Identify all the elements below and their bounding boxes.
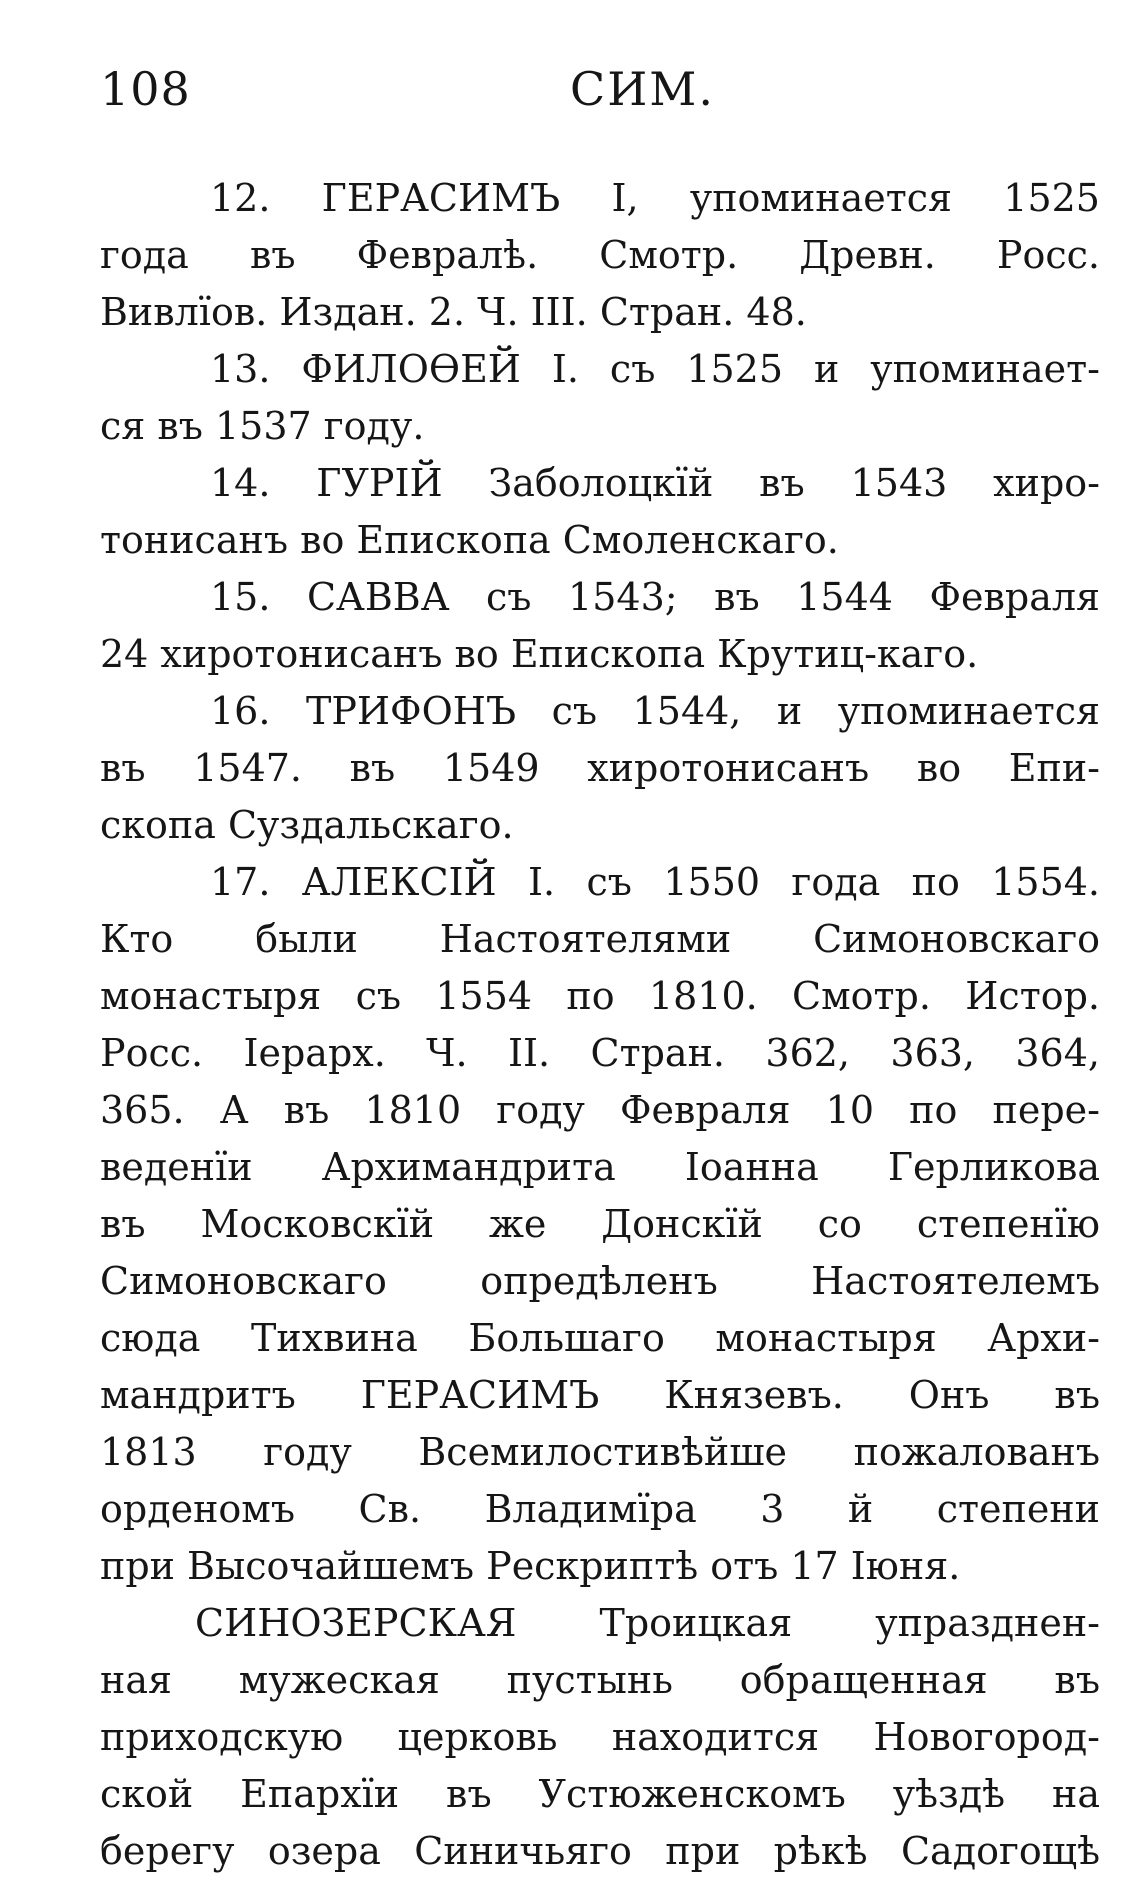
running-head: СИМ. (570, 62, 716, 116)
text-line: 14. ГУРIЙ Заболоцкїй въ 1543 хиро- (210, 461, 1100, 505)
text-line: тонисанъ во Епископа Смоленскаго. (100, 518, 839, 562)
text-line: 365. А въ 1810 году Февраля 10 по пере- (100, 1088, 1100, 1132)
text-line: 13. ФИЛОѲЕЙ I. съ 1525 и упоминает- (210, 347, 1100, 391)
body-text (100, 170, 1100, 1880)
text-line: сюда Тихвина Большаго монастыря Архи- (100, 1316, 1100, 1360)
text-line: веденїи Архимандрита Іоанна Герликова (100, 1145, 1100, 1189)
text-line: года въ Февралѣ. Смотр. Древн. Росс. (100, 233, 1100, 277)
text-line: Симоновскаго опредѣленъ Настоятелемъ (100, 1259, 1100, 1303)
text-line: Вивлїов. Издан. 2. Ч. III. Стран. 48. (100, 290, 807, 334)
text-line: монастыря съ 1554 по 1810. Смотр. Истор. (100, 974, 1100, 1018)
text-line: 16. ТРИФОНЪ съ 1544, и упоминается (210, 689, 1100, 733)
text-line: при Высочайшемъ Рескриптѣ отъ 17 Іюня. (100, 1544, 961, 1588)
text-line: Кто были Настоятелями Симоновскаго (100, 917, 1100, 961)
text-line: ся въ 1537 году. (100, 404, 425, 448)
text-line: ная мужеская пустынь обращенная въ (100, 1658, 1100, 1702)
text-line: въ Московскїй же Донскїй со степенїю (100, 1202, 1100, 1246)
text-line: СИНОЗЕРСКАЯ Троицкая упразднен- (195, 1601, 1100, 1645)
text-line: 24 хиротонисанъ во Епископа Крутиц-каго. (100, 632, 979, 676)
text-line: 17. АЛЕКСIЙ I. съ 1550 года по 1554. (210, 860, 1100, 904)
page-number: 108 (100, 62, 191, 116)
page-header (100, 62, 1080, 132)
text-line: мандритъ ГЕРАСИМЪ Князевъ. Онъ въ (100, 1373, 1100, 1417)
text-line: въ 1547. въ 1549 хиротонисанъ во Епи- (100, 746, 1100, 790)
text-line: 12. ГЕРАСИМЪ I, упоминается 1525 (210, 176, 1100, 220)
text-line: Росс. Іерарх. Ч. II. Стран. 362, 363, 364, (100, 1031, 1100, 1075)
text-line: 1813 году Всемилостивѣйше пожалованъ (100, 1430, 1100, 1474)
text-line: орденомъ Св. Владимїра 3 й степени (100, 1487, 1100, 1531)
text-line: ской Епархїи въ Устюженскомъ уѣздѣ на (100, 1772, 1100, 1816)
text-line: 15. САВВА съ 1543; въ 1544 Февраля (210, 575, 1100, 619)
text-line: скопа Суздальскаго. (100, 803, 514, 847)
text-line: берегу озера Синичьяго при рѣкѣ Садогощѣ (100, 1829, 1100, 1873)
text-line: приходскую церковь находится Новогород- (100, 1715, 1100, 1759)
